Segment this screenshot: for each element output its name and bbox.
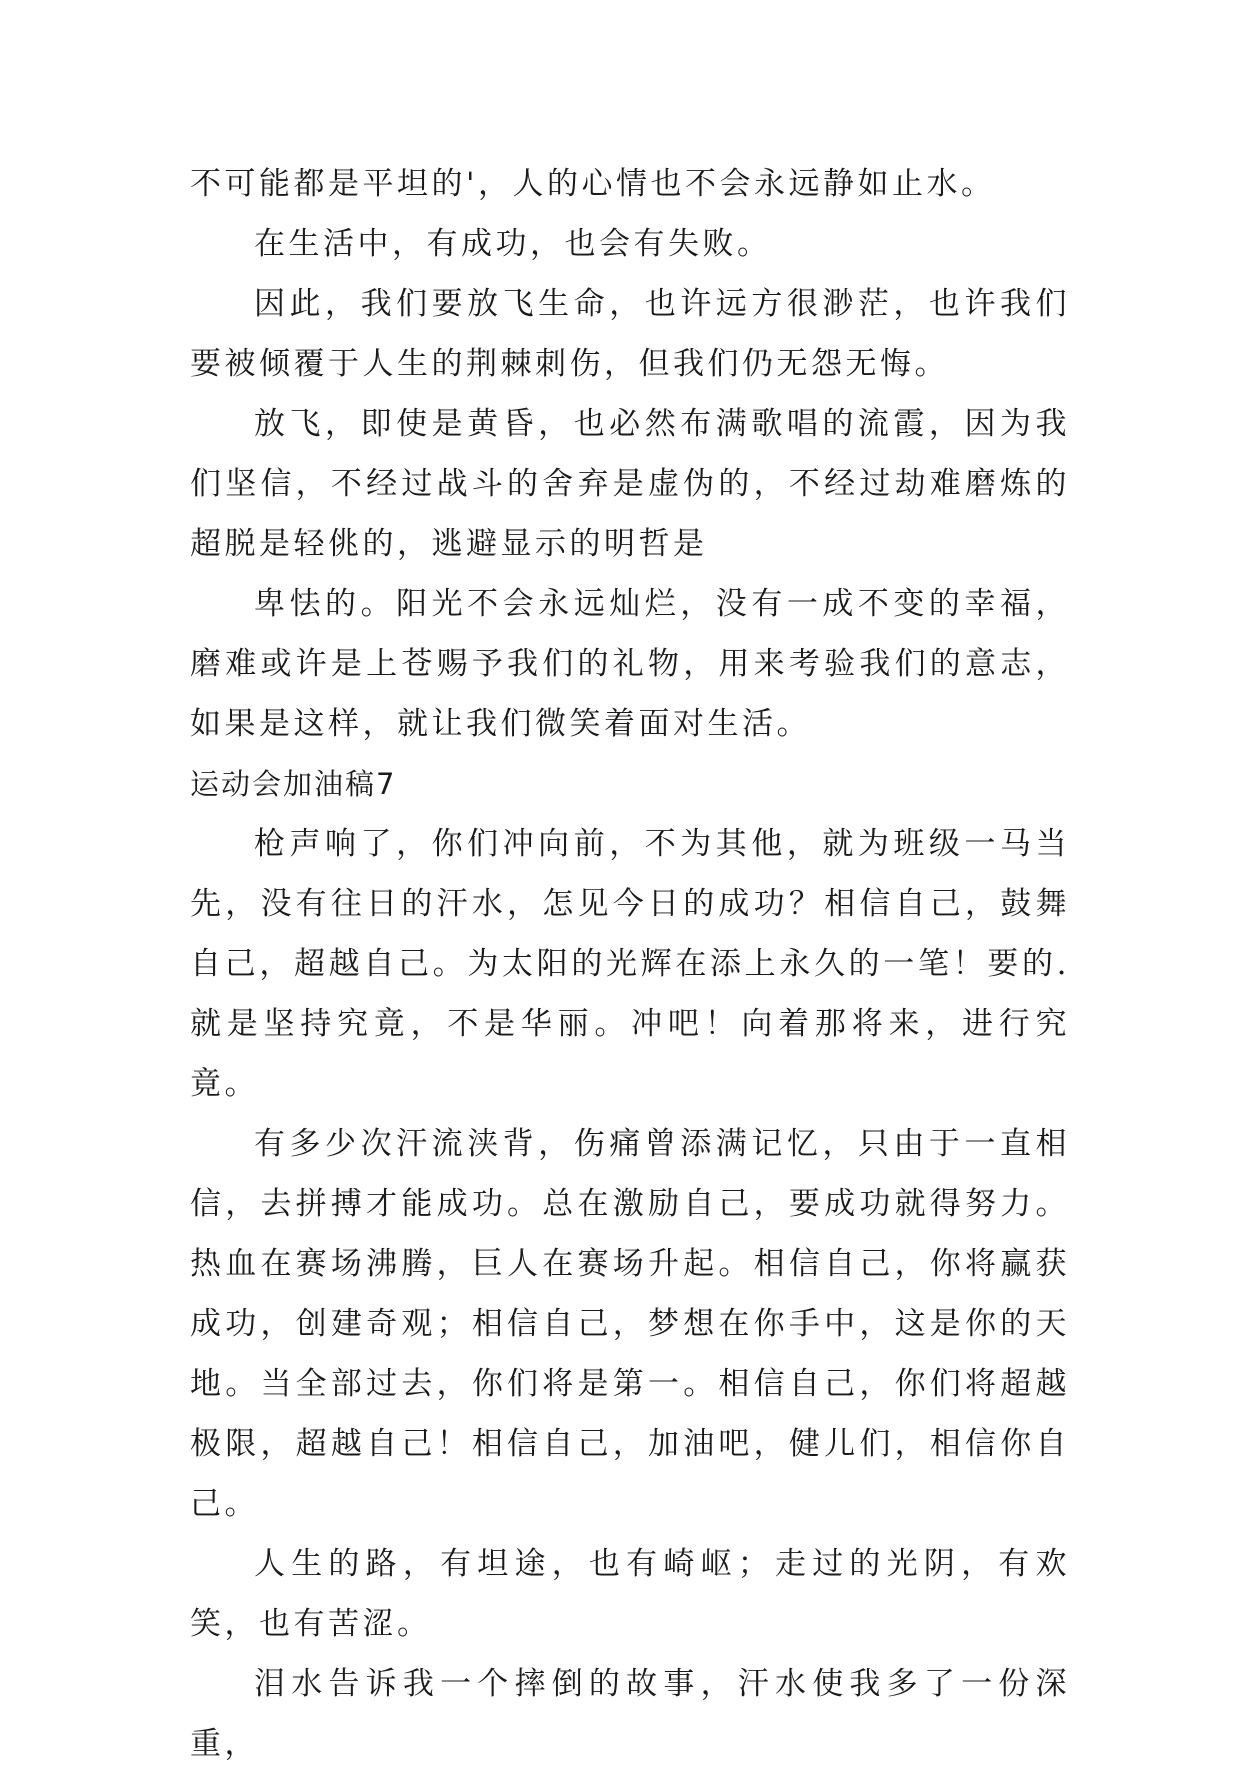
paragraph: 卑怯的。阳光不会永远灿烂，没有一成不变的幸福，磨难或许是上苍赐予我们的礼物，用来考验我们的意志，如果是这样，就让我们微笑着面对生活。 xyxy=(190,586,1070,742)
paragraph: 枪声响了，你们冲向前，不为其他，就为班级一马当先，没有往日的汗水，怎见今日的成功？相信自己，鼓舞自己，超越自己。为太阳的光辉在添上永久的一笔！要的.就是坚持究竟，不是华丽。冲吧！向着那将来，进行究竟。 xyxy=(190,826,1070,1102)
paragraph: 人生的路，有坦途，也有崎岖；走过的光阴，有欢笑，也有苦涩。 xyxy=(190,1546,1070,1642)
paragraph: 有多少次汗流浃背，伤痛曾添满记忆，只由于一直相信，去拼搏才能成功。总在激励自己，要成功就得努力。热血在赛场沸腾，巨人在赛场升起。相信自己，你将赢获成功，创建奇观；相信自己，梦想在你手中，这是你的天地。当全部过去，你们将是第一。相信自己，你们将超越极限，超越自己！相信自己，加油吧，健儿们，相信你自己。 xyxy=(190,1126,1070,1522)
paragraph: 不可能都是平坦的'，人的心情也不会永远静如止水。 xyxy=(190,166,996,202)
paragraph: 泪水告诉我一个摔倒的故事，汗水使我多了一份深重， xyxy=(190,1666,1070,1762)
section-heading: 运动会加油稿7 xyxy=(190,767,397,801)
paragraph: 放飞，即使是黄昏，也必然布满歌唱的流霞，因为我们坚信，不经过战斗的舍弃是虚伪的，不经过劫难磨炼的超脱是轻佻的，逃避显示的明哲是 xyxy=(190,406,1070,562)
paragraph: 因此，我们要放飞生命，也许远方很渺茫，也许我们要被倾覆于人生的荆棘刺伤，但我们仍无怨无悔。 xyxy=(190,286,1070,382)
paragraph: 在生活中，有成功，也会有失败。 xyxy=(254,226,772,262)
document-body xyxy=(190,154,1070,1774)
